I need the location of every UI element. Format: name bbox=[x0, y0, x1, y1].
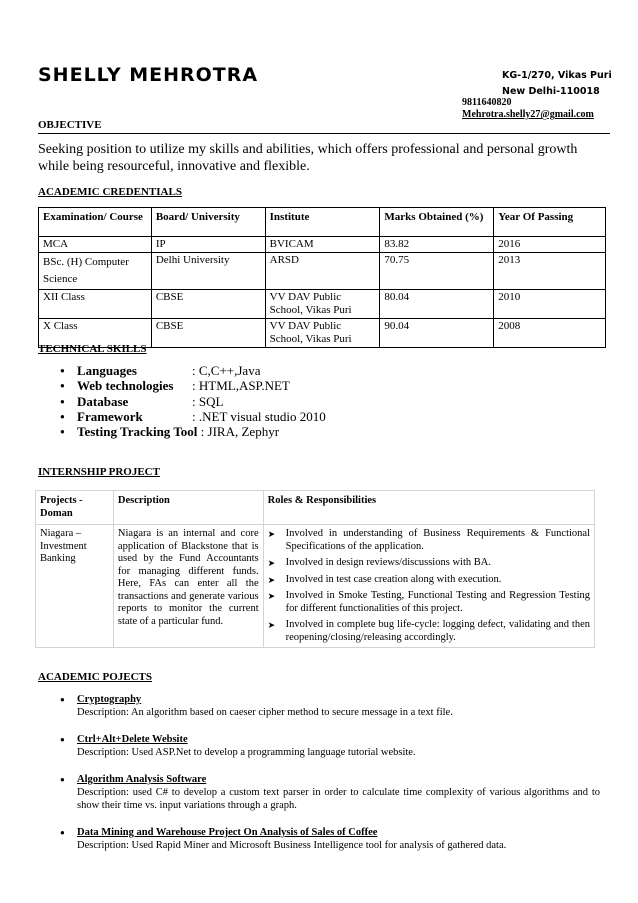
arrow-bullet-icon: ➤ bbox=[267, 558, 276, 568]
list-item bbox=[60, 693, 600, 719]
technical-skills-list bbox=[60, 363, 326, 439]
table-cell: 2013 bbox=[494, 253, 606, 290]
project-title: ● Ctrl+Alt+Delete Website bbox=[77, 734, 188, 745]
arrow-bullet-icon: ➤ bbox=[267, 529, 276, 539]
project-desc: Description: Used Rapid Miner and Microsoft Business Intelligence tool for analysis of gathered data. bbox=[77, 840, 507, 851]
list-item bbox=[60, 409, 326, 424]
list-item bbox=[60, 733, 600, 759]
arrow-bullet-icon: ➤ bbox=[267, 574, 276, 585]
table-cell: 90.04 bbox=[380, 319, 494, 348]
table-row bbox=[39, 237, 606, 253]
table-cell: Delhi University bbox=[151, 253, 265, 290]
table-cell: 80.04 bbox=[380, 290, 494, 319]
header-cell: Year Of Passing bbox=[494, 208, 606, 237]
skill-value: : C,C++,Java bbox=[192, 363, 261, 378]
skill-value: : SQL bbox=[192, 393, 224, 409]
header-cell: Description bbox=[113, 491, 263, 525]
candidate-name: SHELLY MEHROTRA bbox=[38, 64, 259, 86]
skill-label: Testing Tracking Tool bbox=[77, 424, 198, 440]
header-cell: Marks Obtained (%) bbox=[380, 208, 494, 237]
phone-number: 9811640820 bbox=[462, 97, 512, 108]
academic-projects-list bbox=[60, 693, 600, 866]
list-item bbox=[60, 826, 600, 852]
internship-heading: INTERNSHIP PROJECT bbox=[38, 466, 160, 478]
table-cell: VV DAV Public School, Vikas Puri bbox=[265, 319, 380, 348]
list-item bbox=[60, 773, 600, 812]
objective-text: Seeking position to utilize my skills and abilities, which offers professional and personal growth while being resourceful, innovative and flexible. bbox=[38, 142, 578, 174]
table-cell: CBSE bbox=[151, 319, 265, 348]
internship-table bbox=[35, 490, 595, 648]
academic-credentials-table bbox=[38, 207, 606, 348]
header-cell: Board/ University bbox=[151, 208, 265, 237]
email-link[interactable]: Mehrotra.shelly27@gmail.com bbox=[462, 109, 594, 120]
list-item: ➤ Involved in design reviews/discussions with BA. bbox=[267, 557, 491, 568]
table-row bbox=[36, 525, 595, 648]
list-item: ➤ Involved in complete bug life-cycle: logging defect, validating and then reopening/closing/releasing accordingly. bbox=[267, 619, 590, 643]
table-cell: X Class bbox=[39, 319, 152, 348]
technical-skills-heading: TECHNICAL SKILLS bbox=[38, 343, 147, 355]
skill-label: Languages bbox=[77, 363, 137, 378]
skill-value: : HTML,ASP.NET bbox=[192, 378, 290, 394]
table-cell: 2010 bbox=[494, 290, 606, 319]
list-item bbox=[60, 378, 326, 393]
skill-value: : JIRA, Zephyr bbox=[200, 424, 280, 440]
project-desc: Description: An algorithm based on caeser cipher method to secure message in a text file. bbox=[77, 707, 453, 718]
header-cell: Roles & Responsibilities bbox=[263, 491, 594, 525]
table-cell: CBSE bbox=[151, 290, 265, 319]
table-cell: XII Class bbox=[39, 290, 152, 319]
header-cell: Institute bbox=[265, 208, 380, 237]
list-item bbox=[60, 394, 326, 409]
table-header-row bbox=[36, 491, 595, 525]
address-line-1: KG-1/270, Vikas Puri bbox=[502, 70, 612, 81]
skill-value: : .NET visual studio 2010 bbox=[192, 408, 326, 424]
roles-cell bbox=[263, 525, 594, 648]
project-title: ● Algorithm Analysis Software bbox=[77, 774, 207, 785]
table-cell: 83.82 bbox=[380, 237, 494, 253]
address-line-2: New Delhi-110018 bbox=[502, 86, 600, 97]
table-header-row bbox=[39, 208, 606, 237]
roles-list bbox=[268, 528, 590, 644]
table-cell: BSc. (H) Computer Science bbox=[39, 253, 152, 290]
list-item: ➤ Involved in Smoke Testing, Functional Testing and Regression Testing for different functionalities of this project. bbox=[267, 590, 590, 614]
table-cell: VV DAV Public School, Vikas Puri bbox=[265, 290, 380, 319]
skill-label: Database bbox=[77, 393, 129, 409]
list-item: ➤ Involved in test case creation along with execution. bbox=[267, 573, 502, 585]
header-cell: Projects - Doman bbox=[36, 491, 114, 525]
arrow-bullet-icon: ➤ bbox=[267, 620, 276, 630]
academic-credentials-heading: ACADEMIC CREDENTIALS bbox=[38, 186, 182, 198]
table-cell: ARSD bbox=[265, 253, 380, 290]
list-item: ➤ Involved in understanding of Business Requirements & Functional Specifications of the application. bbox=[267, 528, 590, 552]
table-cell: MCA bbox=[39, 237, 152, 253]
skill-label: Web technologies bbox=[77, 378, 174, 394]
table-cell: BVICAM bbox=[265, 237, 380, 253]
objective-heading: OBJECTIVE bbox=[38, 119, 102, 131]
list-item bbox=[60, 363, 326, 378]
project-name: Niagara – Investment Banking bbox=[36, 525, 114, 648]
project-desc: Description: Used ASP.Net to develop a programming language tutorial website. bbox=[77, 747, 416, 758]
academic-projects-heading: ACADEMIC POJECTS bbox=[38, 671, 152, 683]
list-item bbox=[60, 424, 326, 439]
project-title: ● Cryptography bbox=[77, 694, 142, 705]
project-desc: Description: used C# to develop a custom text parser in order to calculate time complexity of various algorithms and to show their time vs. input variations through a graph. bbox=[77, 787, 600, 811]
table-cell: 2016 bbox=[494, 237, 606, 253]
table-row bbox=[39, 253, 606, 290]
skill-label: Framework bbox=[77, 408, 143, 424]
arrow-bullet-icon: ➤ bbox=[267, 591, 276, 601]
header-cell: Examination/ Course bbox=[39, 208, 152, 237]
header-divider bbox=[38, 133, 610, 134]
table-row bbox=[39, 290, 606, 319]
table-cell: 2008 bbox=[494, 319, 606, 348]
project-description: Niagara is an internal and core application of Blackstone that is used by the Fund Accountants for managing different funds. Here, FAs can enter all the transactions and generate various reports to monitor the current state of a particular fund. bbox=[113, 525, 263, 648]
table-cell: 70.75 bbox=[380, 253, 494, 290]
table-cell: IP bbox=[151, 237, 265, 253]
project-title: ● Data Mining and Warehouse Project On Analysis of Sales of Coffee bbox=[77, 827, 378, 838]
